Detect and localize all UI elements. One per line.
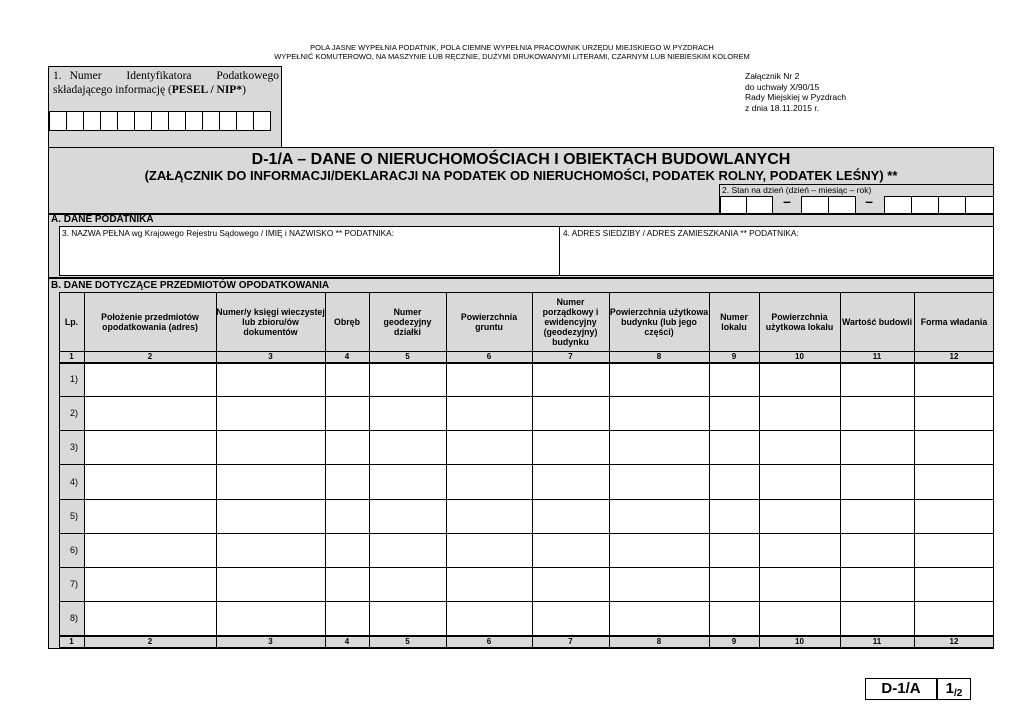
- col-header: Obręb: [334, 316, 360, 327]
- date-sep-2: –: [865, 193, 873, 209]
- instruction-line-1: POLA JASNE WYPEŁNIA PODATNIK, POLA CIEMNE WYPEŁNIA PRACOWNIK URZĘDU MIEJSKIEGO W PYZDRACH: [310, 43, 714, 52]
- date-year-1[interactable]: [884, 196, 912, 214]
- col-number: 11: [872, 637, 882, 646]
- field-4-label: 4. ADRES SIEDZIBY / ADRES ZAMIESZKANIA ** PODATNIKA:: [563, 228, 799, 238]
- col-number: 6: [486, 352, 492, 361]
- col-number: 8: [656, 352, 662, 361]
- col-header: Powierzchnia gruntu: [460, 311, 518, 332]
- section-a-title: A. DANE PODATNIKA: [51, 214, 154, 225]
- state-date-label: 2. Stan na dzień (dzień – miesiąc – rok): [722, 185, 872, 195]
- annex-line-2: do uchwały X/90/15: [745, 81, 820, 92]
- date-year-2[interactable]: [911, 196, 939, 214]
- col-header: Numer geodezyjny działki: [383, 306, 432, 337]
- annex-line-1: Załącznik Nr 2: [745, 71, 800, 81]
- page-number: $1_{/2}$: [945, 680, 963, 699]
- col-number: 5: [405, 637, 410, 646]
- col-number: 12: [949, 352, 959, 361]
- col-number: 11: [872, 352, 882, 361]
- field-label-a: Numer Identyfikatora Podatkowego: [69, 70, 279, 82]
- col-number: 2: [147, 352, 153, 361]
- table-row: 3): [69, 442, 78, 452]
- table-row: 4): [69, 477, 78, 487]
- taxpayer-id-label: [53, 69, 279, 97]
- annex-line-3: Rady Miejskiej w Pyzdrach: [745, 92, 847, 102]
- column-numbers-top: [59, 352, 994, 362]
- col-number: 5: [405, 352, 410, 361]
- annex-note: [745, 71, 846, 113]
- col-header: Wartość budowli: [841, 316, 913, 327]
- field-3-label: 3. NAZWA PEŁNA wg Krajowego Rejestru Sądowego / IMIĘ i NAZWISKO ** PODATNIKA:: [62, 228, 394, 238]
- table-row: 1): [69, 374, 78, 384]
- col-number: 4: [344, 352, 350, 361]
- col-number: 4: [344, 637, 350, 646]
- form-code: D-1/A: [866, 679, 938, 699]
- col-number: 3: [268, 352, 273, 361]
- col-header: Powierzchnia użytkowa lokalu: [765, 311, 834, 332]
- section-b-title: B. DANE DOTYCZĄCE PRZEDMIOTÓW OPODATKOWANIA: [51, 280, 330, 291]
- table-row: 7): [69, 579, 78, 589]
- table-row: 2): [69, 408, 78, 418]
- col-header: Powierzchnia użytkowa budynku (lub jego części): [609, 306, 709, 337]
- col-header: Numer lokalu: [720, 311, 748, 332]
- col-number: 7: [568, 637, 573, 646]
- col-header: Numer/y księgi wieczystej lub zbioru/ów dokumentów: [216, 306, 325, 337]
- form-title: D-1/A – DANE O NIERUCHOMOŚCIACH I OBIEKTACH BUDOWLANYCH: [251, 151, 791, 168]
- col-number: 1: [69, 637, 74, 646]
- col-header: Położenie przedmiotów opodatkowania (adres): [101, 311, 199, 332]
- table-row: 6): [69, 545, 78, 555]
- page-indicator: [865, 678, 971, 700]
- col-number: 1: [69, 352, 74, 361]
- col-number: 6: [486, 637, 492, 646]
- form-subtitle: (ZAŁĄCZNIK DO INFORMACJI/DEKLARACJI NA PODATEK OD NIERUCHOMOŚCI, PODATEK ROLNY, PODATEK LEŚNY) **: [144, 168, 898, 183]
- col-number: 12: [949, 637, 959, 646]
- date-year-4[interactable]: [965, 196, 994, 214]
- col-number: 2: [147, 637, 153, 646]
- col-number: 10: [795, 352, 804, 361]
- col-number: 9: [731, 352, 737, 361]
- page-total: 2: [956, 688, 963, 699]
- field-label-end: ): [242, 84, 246, 96]
- date-year-3[interactable]: [938, 196, 966, 214]
- table-header: [59, 292, 994, 351]
- annex-line-4: z dnia 18.11.2015 r.: [745, 102, 820, 113]
- table-row: 5): [69, 511, 78, 521]
- instruction-line-2: WYPEŁNIĆ KOMUTEROWO, NA MASZYNIE LUB RĘCZNIE, DUŻYMI DRUKOWANYMI LITERAMI, CZARNYM LUB NIEBIESKIM KOLOREM: [274, 52, 750, 61]
- col-number: 3: [268, 637, 273, 646]
- date-month-2[interactable]: [828, 196, 856, 214]
- col-number: 9: [731, 637, 737, 646]
- date-day-2[interactable]: [746, 196, 773, 214]
- col-number: 8: [656, 637, 662, 646]
- column-numbers-bottom: [59, 637, 994, 647]
- col-header: Numer porządkowy i ewidencyjny (geodezyjny) budynku: [542, 296, 599, 347]
- col-number: 10: [795, 637, 804, 646]
- pesel-nip-input[interactable]: [49, 111, 271, 131]
- field-label-bold: PESEL / NIP*: [171, 84, 243, 96]
- date-month-1[interactable]: [801, 196, 829, 214]
- date-day-1[interactable]: [720, 196, 747, 214]
- table-row: 8): [69, 613, 78, 623]
- col-header: Forma władania: [920, 316, 988, 327]
- col-header: Lp.: [64, 316, 79, 327]
- field-number: 1.: [53, 70, 62, 82]
- page-current: 1: [945, 680, 954, 697]
- col-number: 7: [568, 352, 573, 361]
- field-label-b: składającego informację (: [53, 84, 172, 96]
- date-sep-1: –: [783, 193, 791, 209]
